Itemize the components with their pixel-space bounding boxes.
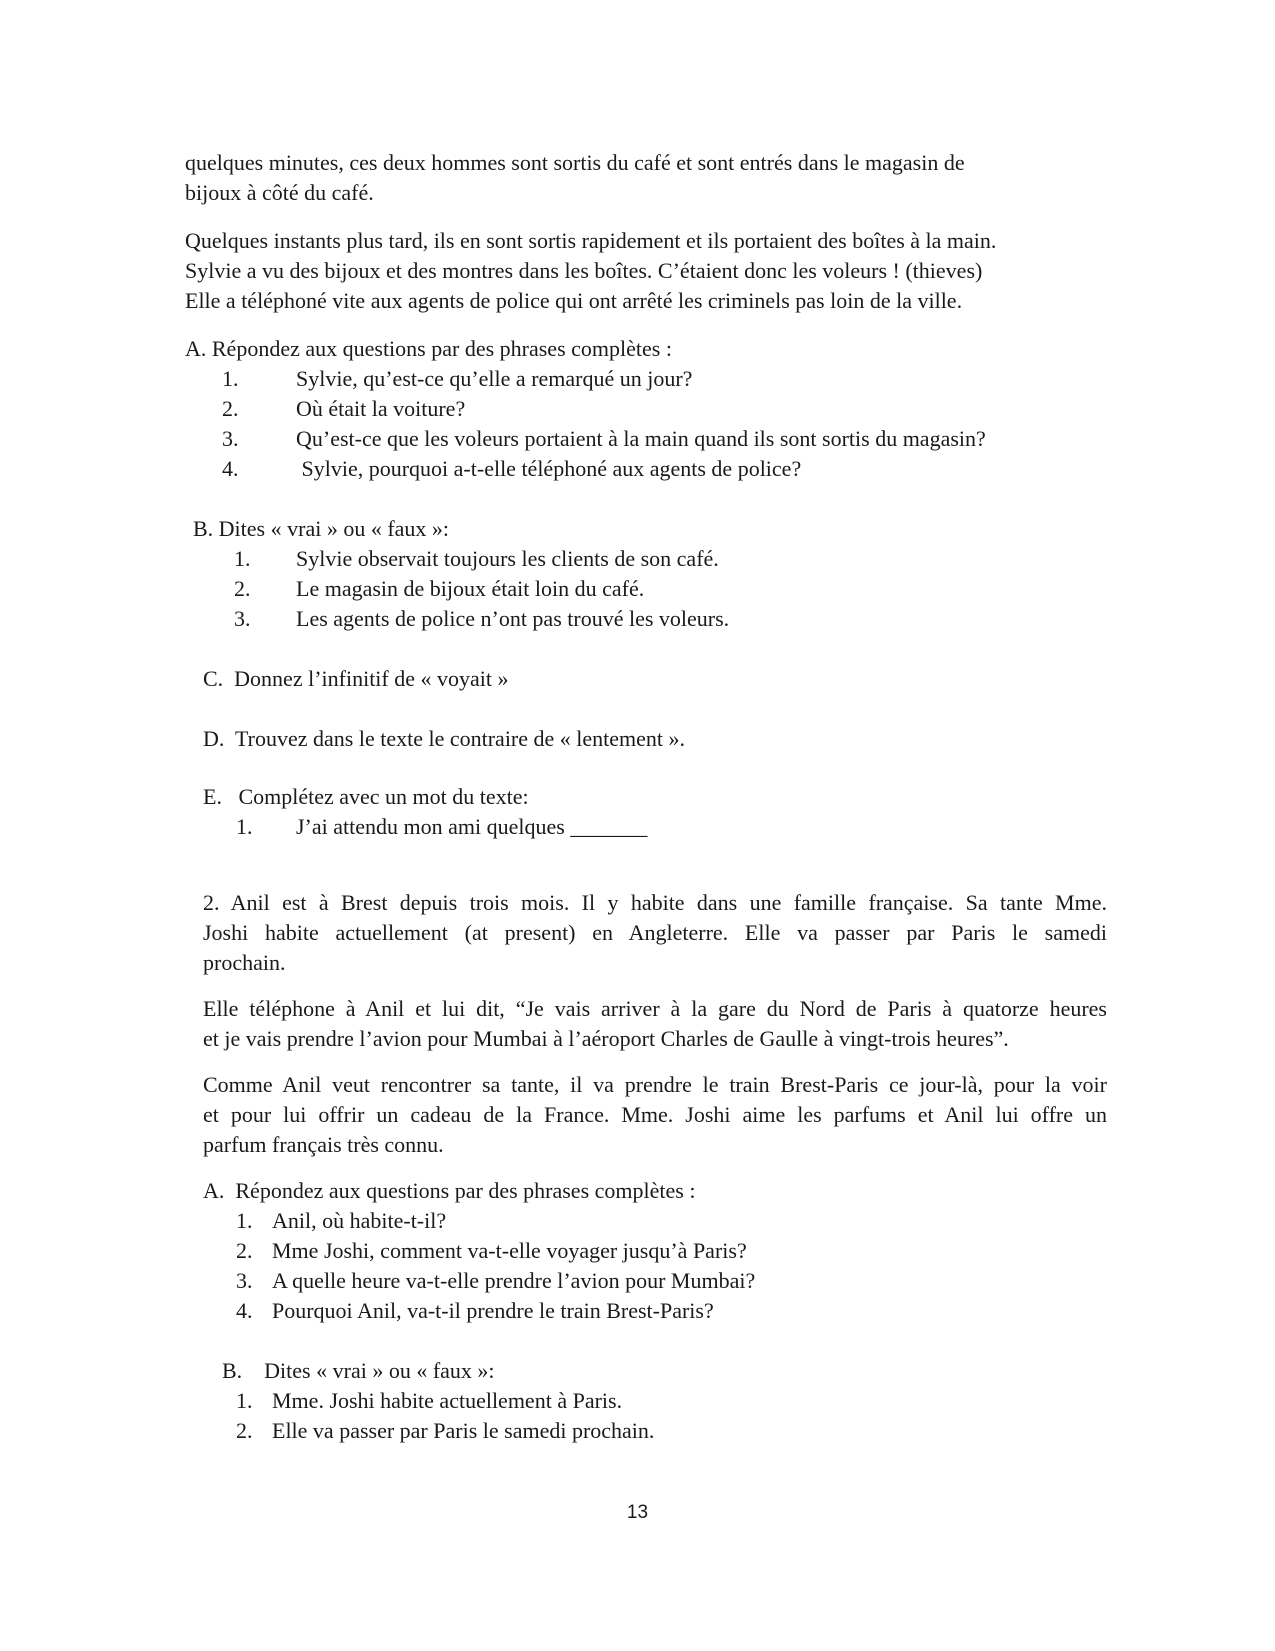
passage-1-line: Elle a téléphoné vite aux agents de police qui ont arrêté les criminels pas loin de la ville.: [185, 288, 963, 313]
exercise-heading: E. Complétez avec un mot du texte:: [203, 784, 529, 809]
statement-number: 2.: [234, 576, 251, 601]
passage-1-line: Quelques instants plus tard, ils en sont sortis rapidement et ils portaient des boîtes à la main.: [185, 228, 997, 253]
passage-1-line: Sylvie a vu des bijoux et des montres dans les boîtes. C’étaient donc les voleurs ! (thieves): [185, 258, 983, 283]
statement-text: Les agents de police n’ont pas trouvé les voleurs.: [296, 606, 730, 631]
question-number: 3.: [222, 426, 239, 451]
passage-2-line: parfum français très connu.: [203, 1132, 444, 1157]
statement-number: 3.: [234, 606, 251, 631]
question-text: A quelle heure va-t-elle prendre l’avion pour Mumbai?: [272, 1268, 756, 1293]
passage-2-line: Comme Anil veut rencontrer sa tante, il va prendre le train Brest-Paris ce jour-là, pour la voir: [203, 1072, 1107, 1097]
question-number: 4.: [222, 456, 239, 481]
question-number: 3.: [236, 1268, 253, 1293]
question-number: 1.: [222, 366, 239, 391]
statement-text: Le magasin de bijoux était loin du café.: [296, 576, 645, 601]
page-number: 13: [626, 1502, 649, 1523]
passage-2-line: et je vais prendre l’avion pour Mumbai à l’aéroport Charles de Gaulle à vingt-trois heures”.: [203, 1026, 1009, 1051]
exercise-heading: B. Dites « vrai » ou « faux »:: [222, 1358, 495, 1383]
statement-text: Elle va passer par Paris le samedi prochain.: [272, 1418, 655, 1443]
fill-in-item: J’ai attendu mon ami quelques _______: [296, 814, 648, 839]
exercise-heading: A. Répondez aux questions par des phrases complètes :: [185, 336, 672, 361]
exercise-1d: D. Trouvez dans le texte le contraire de « lentement ».: [203, 726, 686, 751]
question-text: Où était la voiture?: [296, 396, 466, 421]
statement-text: Sylvie observait toujours les clients de son café.: [296, 546, 719, 571]
exercise-heading: B. Dites « vrai » ou « faux »:: [193, 516, 450, 541]
exercise-heading: A. Répondez aux questions par des phrases complètes :: [203, 1178, 696, 1203]
passage-2-line: prochain.: [203, 950, 286, 975]
question-text: Sylvie, qu’est-ce qu’elle a remarqué un jour?: [296, 366, 693, 391]
passage-2-line: Joshi habite actuellement (at present) en Angleterre. Elle va passer par Paris le samedi: [203, 920, 1107, 945]
question-text: Qu’est-ce que les voleurs portaient à la main quand ils sont sortis du magasin?: [296, 426, 986, 451]
exercise-1c: C. Donnez l’infinitif de « voyait »: [203, 666, 509, 691]
question-number: 1.: [236, 1208, 253, 1233]
passage-2-line: Elle téléphone à Anil et lui dit, “Je vais arriver à la gare du Nord de Paris à quatorze heures: [203, 996, 1107, 1021]
statement-text: Mme. Joshi habite actuellement à Paris.: [272, 1388, 623, 1413]
question-text: Anil, où habite-t-il?: [272, 1208, 447, 1233]
statement-number: 2.: [236, 1418, 253, 1443]
statement-number: 1.: [234, 546, 251, 571]
question-number: 4.: [236, 1298, 253, 1323]
question-text: Sylvie, pourquoi a-t-elle téléphoné aux agents de police?: [296, 456, 802, 481]
item-number: 1.: [236, 814, 253, 839]
question-text: Mme Joshi, comment va-t-elle voyager jusqu’à Paris?: [272, 1238, 747, 1263]
question-number: 2.: [222, 396, 239, 421]
passage-1-line: bijoux à côté du café.: [185, 180, 374, 205]
question-text: Pourquoi Anil, va-t-il prendre le train Brest-Paris?: [272, 1298, 714, 1323]
passage-1-line: quelques minutes, ces deux hommes sont sortis du café et sont entrés dans le magasin de: [185, 150, 965, 175]
passage-2-line: et pour lui offrir un cadeau de la France. Mme. Joshi aime les parfums et Anil lui offre un: [203, 1102, 1107, 1127]
passage-2-line: 2. Anil est à Brest depuis trois mois. Il y habite dans une famille française. Sa tante Mme.: [203, 890, 1107, 915]
question-number: 2.: [236, 1238, 253, 1263]
statement-number: 1.: [236, 1388, 253, 1413]
